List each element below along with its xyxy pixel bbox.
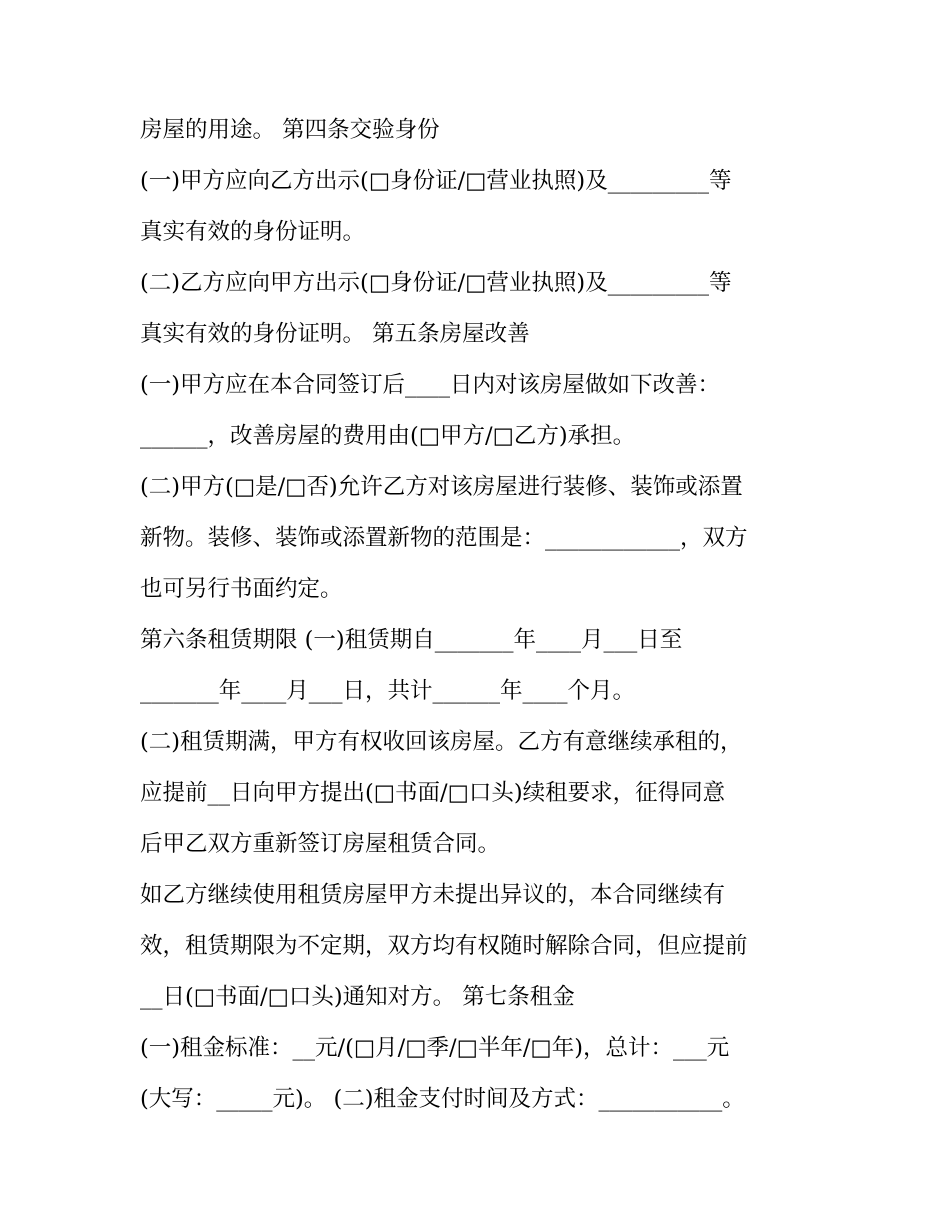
text-line: __日(□书面/□口头)通知对方。 第七条租金 [140,984,575,1010]
text-line: (一)甲方应向乙方出示(□身份证/□营业执照)及_________等 [140,168,732,194]
text-line: (一)租金标准：__元/(□月/□季/□半年/□年)，总计：___元 [140,1035,730,1061]
text-line: 真实有效的身份证明。 第五条房屋改善 [140,321,530,347]
text-line: (一)甲方应在本合同签订后____日内对该房屋做如下改善： [140,372,721,398]
text-line: 如乙方继续使用租赁房屋甲方未提出异议的，本合同继续有 [140,882,726,908]
text-line: 应提前__日向甲方提出(□书面/□口头)续租要求，征得同意 [140,780,726,806]
text-line: (二)乙方应向甲方出示(□身份证/□营业执照)及_________等 [140,270,732,296]
text-line: _______年____月___日，共计______年____个月。 [140,678,636,704]
text-line: 后甲乙双方重新签订房屋租赁合同。 [140,831,501,857]
text-line: (大写：_____元)。 (二)租金支付时间及方式：___________。 [140,1086,745,1112]
text-line: ______，改善房屋的费用由(□甲方/□乙方)承担。 [140,423,636,449]
text-line: 真实有效的身份证明。 [140,219,366,245]
text-line: 效，租赁期限为不定期，双方均有权随时解除合同，但应提前 [140,933,748,959]
text-line: (二)租赁期满，甲方有权收回该房屋。乙方有意继续承租的， [140,729,743,755]
text-line: (二)甲方(□是/□否)允许乙方对该房屋进行装修、装饰或添置 [140,474,743,500]
text-line: 也可另行书面约定。 [140,576,343,602]
text-line: 房屋的用途。 第四条交验身份 [140,117,440,143]
text-line: 第六条租赁期限 (一)租赁期自_______年____月___日至 [140,627,683,653]
text-line: 新物。装修、装饰或添置新物的范围是：____________，双方 [140,525,748,551]
